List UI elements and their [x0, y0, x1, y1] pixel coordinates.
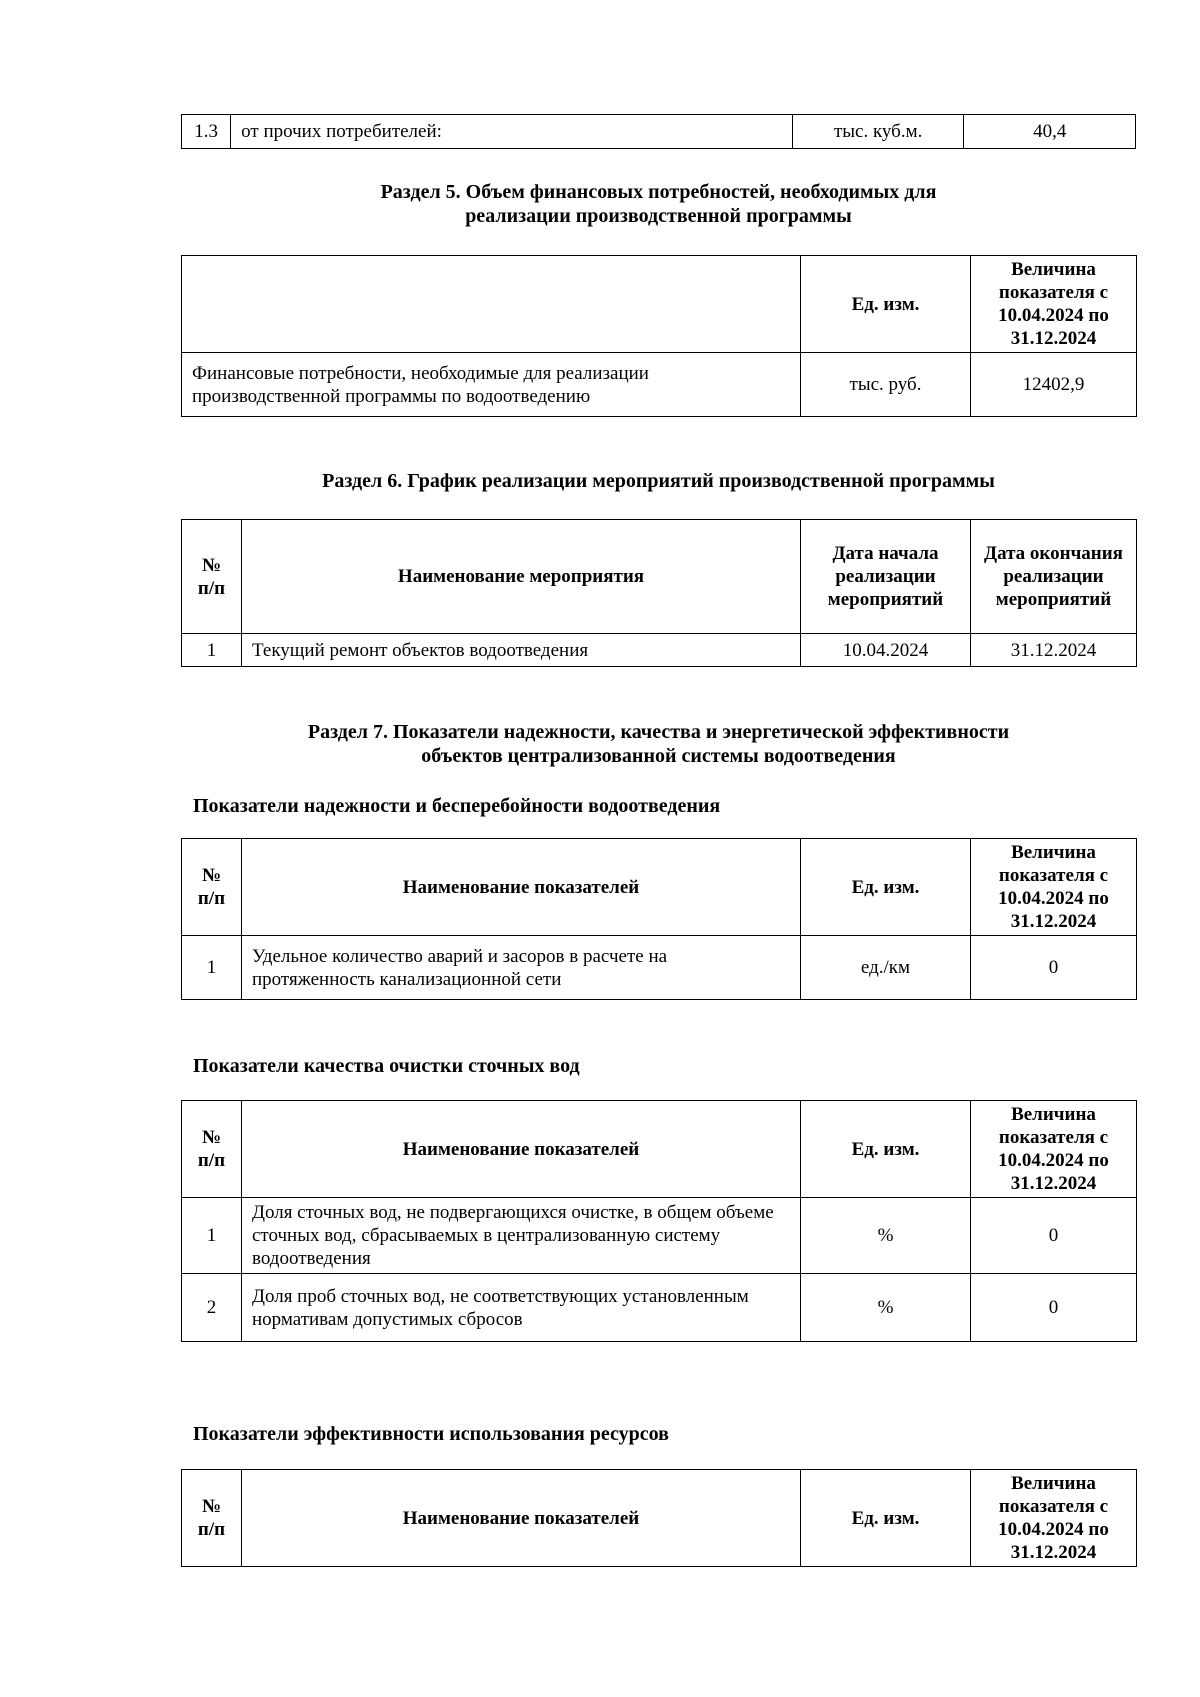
row-end-date: 31.12.2024 [971, 634, 1137, 667]
row-number: 1 [182, 1198, 242, 1274]
row-number: 1 [182, 936, 242, 1000]
table-row [182, 115, 1136, 149]
header-name: Наименование показателей [242, 839, 801, 936]
table-row [182, 1274, 1137, 1342]
header-unit: Ед. изм. [801, 1470, 971, 1567]
header-name: Наименование показателей [242, 1101, 801, 1198]
quality-table [181, 1100, 1137, 1342]
row-value: 40,4 [964, 115, 1136, 149]
header-name: Наименование мероприятия [242, 520, 801, 634]
row-value: 0 [971, 1274, 1137, 1342]
table-header-row [182, 256, 1137, 353]
row-number: 1.3 [182, 115, 231, 149]
header-start-date: Дата начала реализации мероприятий [801, 520, 971, 634]
header-value: Величина показателя с 10.04.2024 по 31.12.2024 [971, 839, 1137, 936]
row-number: 2 [182, 1274, 242, 1342]
table-header-row [182, 1470, 1137, 1567]
section5-table [181, 255, 1137, 417]
row-unit: % [801, 1198, 971, 1274]
table-header-row [182, 1101, 1137, 1198]
header-unit: Ед. изм. [801, 839, 971, 936]
row-unit: тыс. куб.м. [792, 115, 964, 149]
table-header-row [182, 520, 1137, 634]
header-number: № п/п [182, 520, 242, 634]
section5-title: Раздел 5. Объем финансовых потребностей, необходимых для реализации производственной программы [380, 181, 937, 227]
header-value: Величина показателя с 10.04.2024 по 31.12.2024 [971, 1470, 1137, 1567]
reliability-table [181, 838, 1137, 1000]
header-empty-cell [182, 256, 801, 353]
row-number: 1 [182, 634, 242, 667]
header-value: Величина показателя с 10.04.2024 по 31.12.2024 [971, 1101, 1137, 1198]
table-row [182, 634, 1137, 667]
efficiency-title: Показатели эффективности использования ресурсов [193, 1423, 669, 1445]
row-name: Доля проб сточных вод, не соответствующих установленным нормативам допустимых сбросов [242, 1274, 801, 1342]
section6-table [181, 519, 1137, 667]
row-name: от прочих потребителей: [231, 115, 793, 149]
section7-title: Раздел 7. Показатели надежности, качества и энергетической эффективности объектов централизованной системы водоотведения [307, 721, 1010, 767]
quality-title: Показатели качества очистки сточных вод [193, 1055, 580, 1077]
row-unit: % [801, 1274, 971, 1342]
table-row [182, 1198, 1137, 1274]
header-value: Величина показателя с 10.04.2024 по 31.12.2024 [971, 256, 1137, 353]
section6-title: Раздел 6. График реализации мероприятий производственной программы [322, 470, 995, 492]
table-header-row [182, 839, 1137, 936]
efficiency-table [181, 1469, 1137, 1567]
row-name: Текущий ремонт объектов водоотведения [242, 634, 801, 667]
row-value: 0 [971, 1198, 1137, 1274]
row-start-date: 10.04.2024 [801, 634, 971, 667]
header-unit: Ед. изм. [801, 256, 971, 353]
reliability-title: Показатели надежности и бесперебойности водоотведения [193, 795, 721, 817]
table-row [182, 936, 1137, 1000]
row-name: Удельное количество аварий и засоров в расчете на протяженность канализационной сети [242, 936, 801, 1000]
row-unit: ед./км [801, 936, 971, 1000]
top-row-table [181, 114, 1136, 149]
header-name: Наименование показателей [242, 1470, 801, 1567]
header-number: № п/п [182, 839, 242, 936]
row-name: Финансовые потребности, необходимые для реализации производственной программы по водоотведению [182, 353, 801, 417]
header-number: № п/п [182, 1470, 242, 1567]
row-value: 12402,9 [971, 353, 1137, 417]
header-end-date: Дата окончания реализации мероприятий [971, 520, 1137, 634]
row-unit: тыс. руб. [801, 353, 971, 417]
row-name: Доля сточных вод, не подвергающихся очистке, в общем объеме сточных вод, сбрасываемых в централизованную систему водоотведения [242, 1198, 801, 1274]
header-unit: Ед. изм. [801, 1101, 971, 1198]
row-value: 0 [971, 936, 1137, 1000]
header-number: № п/п [182, 1101, 242, 1198]
table-row [182, 353, 1137, 417]
